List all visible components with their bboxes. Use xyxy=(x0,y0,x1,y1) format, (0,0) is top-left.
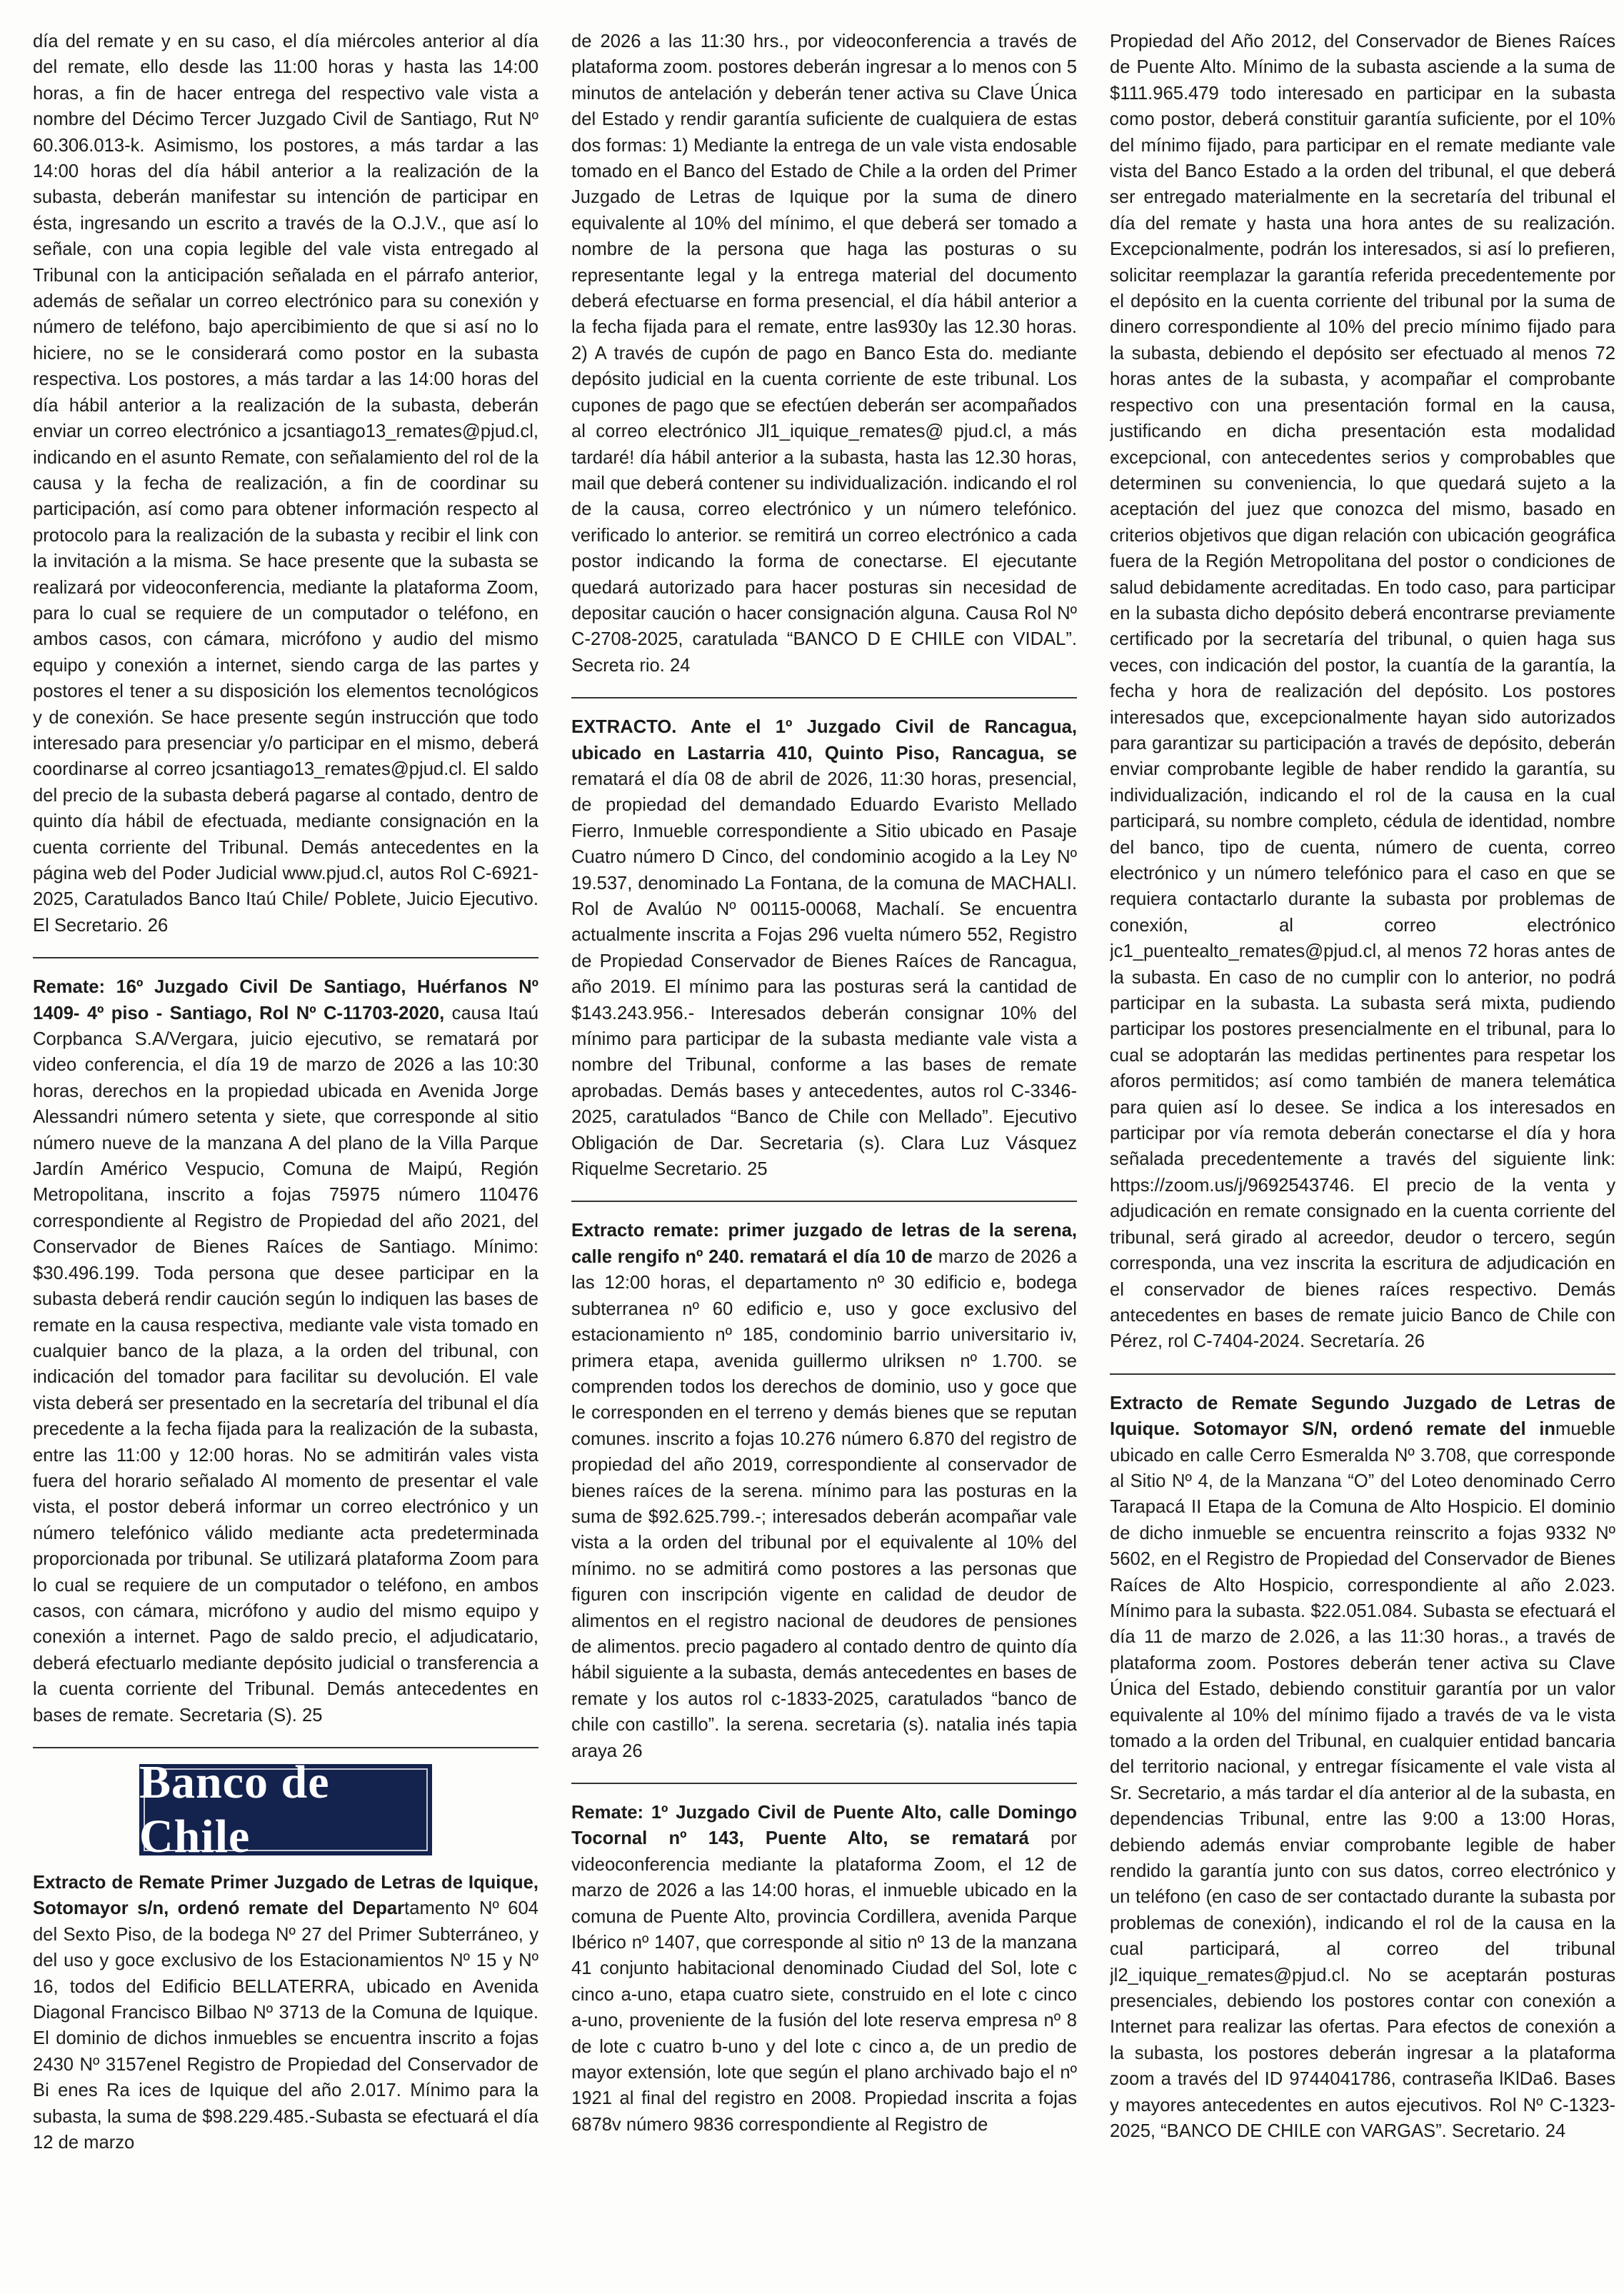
notice-divider xyxy=(1110,1373,1615,1375)
legal-notice xyxy=(571,714,1077,1195)
notice-body: tamento Nº 604 del Sexto Piso, de la bodega Nº 27 del Primer Subterráneo, y del uso y goce exclusivo de los Estacionamientos Nº 15 y Nº 16, todos del Edificio BELLATERRA, ubicado en Avenida Diagonal Francisco Bilbao Nº 3713 de la Comuna de Iquique. El dominio de dichos inmuebles se encuentra inscrito a fojas 2430 Nº 3157enel Registro de Propiedad del Conservador de Bi enes Ra ices de Iquique del año 2.017. Mínimo para la subasta, la suma de $98.229.485.-Subasta se efectuará el día 12 de marzo xyxy=(33,1898,538,2153)
notice-body: Propiedad del Año 2012, del Conservador de Bienes Raíces de Puente Alto. Mínimo de la subasta asciende a la suma de $111.965.479 todo interesado en participar en la subasta como postor, deberá constituir garantía suficiente, por el 10% del mínimo fijado, para participar en el remate mediante vale vista del Banco Estado a la orden del tribunal, el que deberá ser entregado materialmente en la secretaría del tribunal el día del remate y hasta una hora antes de su realización. Excepcionalmente, podrán los interesados, si así lo prefieren, solicitar reemplazar la garantía referida precedentemente por el depósito en la cuenta corriente del tribunal por la suma de dinero correspondiente al 10% del precio mínimo fijado para la subasta, debiendo el depósito ser efectuado al menos 72 horas antes de la subasta, y acompañar el comprobante respectivo con una presentación formal en la causa, justificando en dicha presentación esta modalidad excepcional, con antecedentes serios y comprobables que determinen su conveniencia, lo que quedará sujeto a la aceptación del juez que conozca del mismo, basado en criterios objetivos que digan relación con ubicación geográfica fuera de la Región Metropolitana del postor o condiciones de salud debidamente acreditadas. En todo caso, para participar en la subasta dicho depósito deberá encontrarse previamente certificado por la secretaría del tribunal, o quien haga sus veces, con indicación del postor, la cuantía de la garantía, la fecha y hora de realización del depósito. Los postores interesados que, excepcionalmente hayan sido autorizados para garantizar su participación a través de depósito, deberán enviar comprobante legible de haber rendido la garantía, su individualización, indicando el rol de la causa en la cual participará, su nombre completo, cédula de identidad, nombre del banco, tipo de cuenta, número de cuenta, correo electrónico y un número telefónico para el caso en que se requiera contactarlo durante la subasta por problemas de conexión, al correo electrónico jc1_puentealto_remates@pjud.cl, al menos 72 horas antes de la subasta. En caso de no cumplir con lo anterior, no podrá participar en la subasta. La subasta será mixta, pudiendo participar los postores presencialmente en el tribunal, para lo cual se adoptarán las medidas pertinentes para respetar los aforos permitidos; así como también de manera telemática para quien así lo desee. Se indica a los interesados en participar por vía remota deberán conectarse el día y hora señalada precedentemente a través del siguiente link: https://zoom.us/j/9692543746. El precio de la venta y adjudicación en remate consignado en la cuenta corriente del tribunal, será girado al acreedor, deudor o tercero, según corresponda, una vez inscrita la escritura de adjudicación en el conservador de bienes raíces respectivo. Demás antecedentes en bases de remate juicio Banco de Chile con Pérez, rol C-7404-2024. Secretaría. 26 xyxy=(1110,31,1615,1352)
legal-notice xyxy=(33,974,538,1741)
legal-notice xyxy=(33,29,538,951)
banco-de-chile-logo: Banco de Chile xyxy=(139,1764,432,1855)
column-1 xyxy=(33,29,538,2294)
notice-body: de 2026 a las 11:30 hrs., por videoconferencia a través de plataforma zoom. postores deberán ingresar a lo menos con 5 minutos de antelación y deberán tener activa su Clave Única del Estado y rendir garantía suficiente de cualquiera de estas dos formas: 1) Mediante la entrega de un vale vista endosable tomado en el Banco del Estado de Chile a la orden del Primer Juzgado de Letras de Iquique por la suma de dinero equivalente al 10% del mínimo, el que deberá ser tomado a nombre de la persona que haga las posturas o su representante legal y la entrega material del documento deberá efectuarse en forma presencial, el día hábil anterior a la fecha fijada para el remate, entre las930y las 12.30 horas. 2) A través de cupón de pago en Banco Esta do. mediante depósito judicial en la cuenta corriente de este tribunal. Los cupones de pago que se efectúen deberán ser acompañados al correo electrónico Jl1_iquique_remates@ pjud.cl, a más tardaré! día hábil anterior a la subasta, hasta las 12.30 horas, mail que deberá contener su individualización. indicando el rol de la causa, correo electrónico y un número telefónico. verificado lo anterior. se remitirá un correo electrónico a cada postor indicando la forma de conectarse. El ejecutante quedará autorizado para hacer posturas sin necesidad de depositar caución o hacer consignación alguna. Causa Rol Nº C-2708-2025, caratulada “BANCO D E CHILE con VIDAL”. Secreta rio. 24 xyxy=(571,31,1077,676)
notice-divider xyxy=(571,1783,1077,1784)
legal-notice xyxy=(571,1800,1077,2150)
legal-notice xyxy=(571,1218,1077,1777)
advertiser-logo-row xyxy=(33,1756,538,1863)
column-3 xyxy=(1110,29,1615,2294)
legal-notice xyxy=(33,1870,538,2168)
notice-heading: Extracto remate: primer juzgado de letras de la serena, calle rengifo nº 240. rematará el día 10 de xyxy=(571,1221,1077,1267)
legal-notice xyxy=(1110,1391,1615,2158)
notice-body: marzo de 2026 a las 12:00 horas, el departamento nº 30 edificio e, bodega subterranea nº 60 edificio e, uso y goce exclusivo del estacionamiento nº 185, condominio barrio universitario iv, primera etapa, avenida guillermo ulriksen nº 1.700. se comprenden todos los derechos de dominio, uso y goce que le corresponden en el terreno y demás bienes que se reputan comunes. inscrito a fojas 10.276 número 6.870 del registro de propiedad del año 2019, correspondiente al conservador de bienes raíces de la serena. mínimo para las posturas en la suma de $92.625.799.-; interesados deberán acompañar vale vista a la orden del tribunal por el equivalente al 10% del mínimo. no se admitirá como postores a las personas que figuren con inscripción vigente en calidad de deudor de alimentos en el registro nacional de deudores de pensiones de alimentos. precio pagadero al contado dentro de quinto día hábil siguiente a la subasta, demás antecedentes en bases de remate y los autos rol c-1833-2025, caratulados “banco de chile con castillo”. la serena. secretaria (s). natalia inés tapia araya 26 xyxy=(571,1246,1077,1761)
legal-notice xyxy=(1110,29,1615,1368)
notice-divider xyxy=(33,1747,538,1748)
notice-body: causa Itaú Corpbanca S.A/Vergara, juicio ejecutivo, se rematará por video conferencia, el día 19 de marzo de 2026 a las 10:30 horas, derechos en la propiedad ubicada en Avenida Jorge Alessandri número setenta y siete, que corresponde al sitio número nueve de la manzana A del plano de la Villa Parque Jardín Américo Vespucio, Comuna de Maipú, Región Metropolitana, inscrito a fojas 75975 número 110476 correspondiente al Registro de Propiedad del año 2021, del Conservador de Bienes Raíces de Santiago. Mínimo: $30.496.199. Toda persona que desee participar en la subasta deberá rendir caución según lo indiquen las bases de remate en la causa respectiva, mediante vale vista tomado en cualquier banco de la plaza, a la orden del tribunal, con indicación del tomador para facilitar su devolución. El vale vista deberá ser presentado en la secretaría del tribunal el día precedente a la fecha fijada para la realización de la subasta, entre las 11:00 y 12:00 horas. No se admitirán vales vista fuera del horario señalado Al momento de presentar el vale vista, el postor deberá informar un correo electrónico y un número telefónico válido mediante acta predeterminada proporcionada por tribunal. Se utilizará plataforma Zoom para lo cual se requiere de un computador o teléfono, en ambos casos, con cámara, micrófono y audio del mismo equipo y conexión a internet. Pago de saldo precio, el adjudicatario, deberá efectuarlo mediante depósito judicial o transferencia a la cuenta corriente del Tribunal. Demás antecedentes en bases de remate. Secretaria (S). 25 xyxy=(33,1003,538,1725)
notice-body: por videoconferencia mediante la plataforma Zoom, el 12 de marzo de 2026 a las 14:00 horas, el inmueble ubicado en la comuna de Puente Alto, provincia Cordillera, avenida Parque Ibérico nº 1407, que corresponde al sitio nº 13 de la manzana 41 conjunto habitacional denominado Ciudad del Sol, lote c cinco a-uno, etapa cuatro siete, construido en el lote c cinco a-uno, proveniente de la fusión del lote reserva empresa nº 8 de lote c cuatro b-uno y del lote c cinco a, de un predio de mayor extensión, lote que según el plano archivado bajo el nº 1921 al final del registro en 2008. Propiedad inscrita a fojas 6878v número 9836 correspondiente al Registro de xyxy=(571,1828,1077,2135)
notice-heading: Extracto de Remate Segundo Juzgado de Letras de Iquique. Sotomayor S/N, ordenó remate del in xyxy=(1110,1393,1615,1440)
notice-divider xyxy=(33,957,538,958)
notice-heading: Remate: 16º Juzgado Civil De Santiago, Huérfanos Nº 1409- 4º piso - Santiago, Rol Nº C-11703-2020, xyxy=(33,977,538,1023)
notice-body: rematará el día 08 de abril de 2026, 11:30 horas, presencial, de propiedad del demandado Eduardo Evaristo Mellado Fierro, Inmueble correspondiente a Sitio ubicado en Pasaje Cuatro número D Cinco, del condominio acogido a la Ley Nº 19.537, denominado La Fontana, de la comuna de MACHALI. Rol de Avalúo Nº 00115-00068, Machalí. Se encuentra actualmente inscrita a Fojas 296 vuelta número 552, Registro de Propiedad Conservador de Bienes Raíces de Rancagua, año 2019. El mínimo para las posturas será la cantidad de $143.243.956.- Interesados deberán consignar 10% del mínimo para participar de la subasta mediante vale vista a nombre del Tribunal, conforme a las bases de remate aprobadas. Demás bases y antecedentes, autos rol C-3346-2025, caratulados “Banco de Chile con Mellado”. Ejecutivo Obligación de Dar. Secretaria (s). Clara Luz Vásquez Riquelme Secretario. 25 xyxy=(571,768,1077,1180)
notice-heading: Extracto de Remate Primer Juzgado de Letras de Iquique, Sotomayor s/n, ordenó remate del Depar xyxy=(33,1873,538,1919)
notice-divider xyxy=(571,1201,1077,1202)
notice-heading: EXTRACTO. Ante el 1º Juzgado Civil de Rancagua, ubicado en Lastarria 410, Quinto Piso, Rancagua, se xyxy=(571,717,1077,763)
notice-body: mueble ubicado en calle Cerro Esmeralda Nº 3.708, que corresponde al Sitio Nº 4, de la Manzana “O” del Loteo denominado Cerro Tarapacá II Etapa de la Comuna de Alto Hospicio. El dominio de dicho inmueble se encuentra reinscrito a fojas 9332 Nº 5602, en el Registro de Propiedad del Conservador de Bienes Raíces de Alto Hospicio, correspondiente al año 2.023. Mínimo para la subasta. $22.051.084. Subasta se efectuará el día 11 de marzo de 2.026, a las 11:30 horas., a través de plataforma zoom. Postores deberán tener activa su Clave Única del Estado, debiendo constituir garantía por un valor equivalente al 10% del mínimo fijado a través de va le vista tomado a la orden del Tribunal, en cualquier entidad bancaria del territorio nacional, y entregar físicamente el vale vista al Sr. Secretario, a más tardar el día anterior al de la subasta, en dependencias Tribunal, entre las 9:00 a 13:00 Horas, debiendo además enviar comprobante legible de haber rendido la garantía junto con sus datos, correo electrónico y un teléfono (en caso de ser contactado durante la subasta por problemas de conexión), indicando el rol de la causa en la cual participará, al correo del tribunal jl2_iquique_remates@pjud.cl. No se aceptarán posturas presenciales, debiendo los postores contar con conexión a Internet para realizar las ofertas. Para efectos de conexión a la subasta, los postores deberán ingresar a la plataforma zoom a través del ID 9744041786, contraseña lKlDa6. Bases y mayores antecedentes en autos ejecutivos. Rol Nº C-1323-2025, “BANCO DE CHILE con VARGAS”. Secretario. 24 xyxy=(1110,1419,1615,2142)
notice-heading: Remate: 1º Juzgado Civil de Puente Alto, calle Domingo Tocornal nº 143, Puente Alto, se rematará xyxy=(571,1803,1077,1849)
notice-divider xyxy=(571,697,1077,698)
notice-body: día del remate y en su caso, el día miércoles anterior al día del remate, ello desde las 11:00 horas y hasta las 14:00 horas, a fin de hacer entrega del respectivo vale vista a nombre del Décimo Tercer Juzgado Civil de Santiago, Rut Nº 60.306.013-k. Asimismo, los postores, a más tardar a las 14:00 horas del día hábil anterior a la realización de la subasta, deberán manifestar su intención de participar en ésta, ingresando un escrito a través de la O.J.V., que así lo señale, con una copia legible del vale vista entregado al Tribunal con la anticipación señalada en el párrafo anterior, además de señalar un correo electrónico para su conexión y número de teléfono, bajo apercibimiento de que si así no lo hiciere, no se le considerará como postor en la subasta respectiva. Los postores, a más tardar a las 14:00 horas del día hábil anterior a la realización de la subasta, deberán enviar un correo electrónico a jcsantiago13_remates@pjud.cl, indicando en el asunto Remate, con señalamiento del rol de la causa y la fecha de realización, a fin de coordinar su participación, así como para obtener información respecto al protocolo para la realización de la subasta y recibir el link con la invitación a la misma. Se hace presente que la subasta se realizará por videoconferencia, mediante la plataforma Zoom, para lo cual se requiere de un computador o teléfono, en ambos casos, con cámara, micrófono y audio del mismo equipo y conexión a internet, siendo carga de las partes y postores el tener a su disposición los elementos tecnológicos y de conexión. Se hace presente según instrucción que todo interesado para presenciar y/o participar en el mismo, deberá coordinarse al correo jcsantiago13_remates@pjud.cl. El saldo del precio de la subasta deberá pagarse al contado, dentro de quinto día hábil de efectuada, mediante consignación en la cuenta corriente del Tribunal. Demás antecedentes en la página web del Poder Judicial www.pjud.cl, autos Rol C-6921-2025, Caratulados Banco Itaú Chile/ Poblete, Juicio Ejecutivo. El Secretario. 26 xyxy=(33,31,538,936)
legal-notice xyxy=(571,29,1077,691)
column-2 xyxy=(571,29,1077,2294)
